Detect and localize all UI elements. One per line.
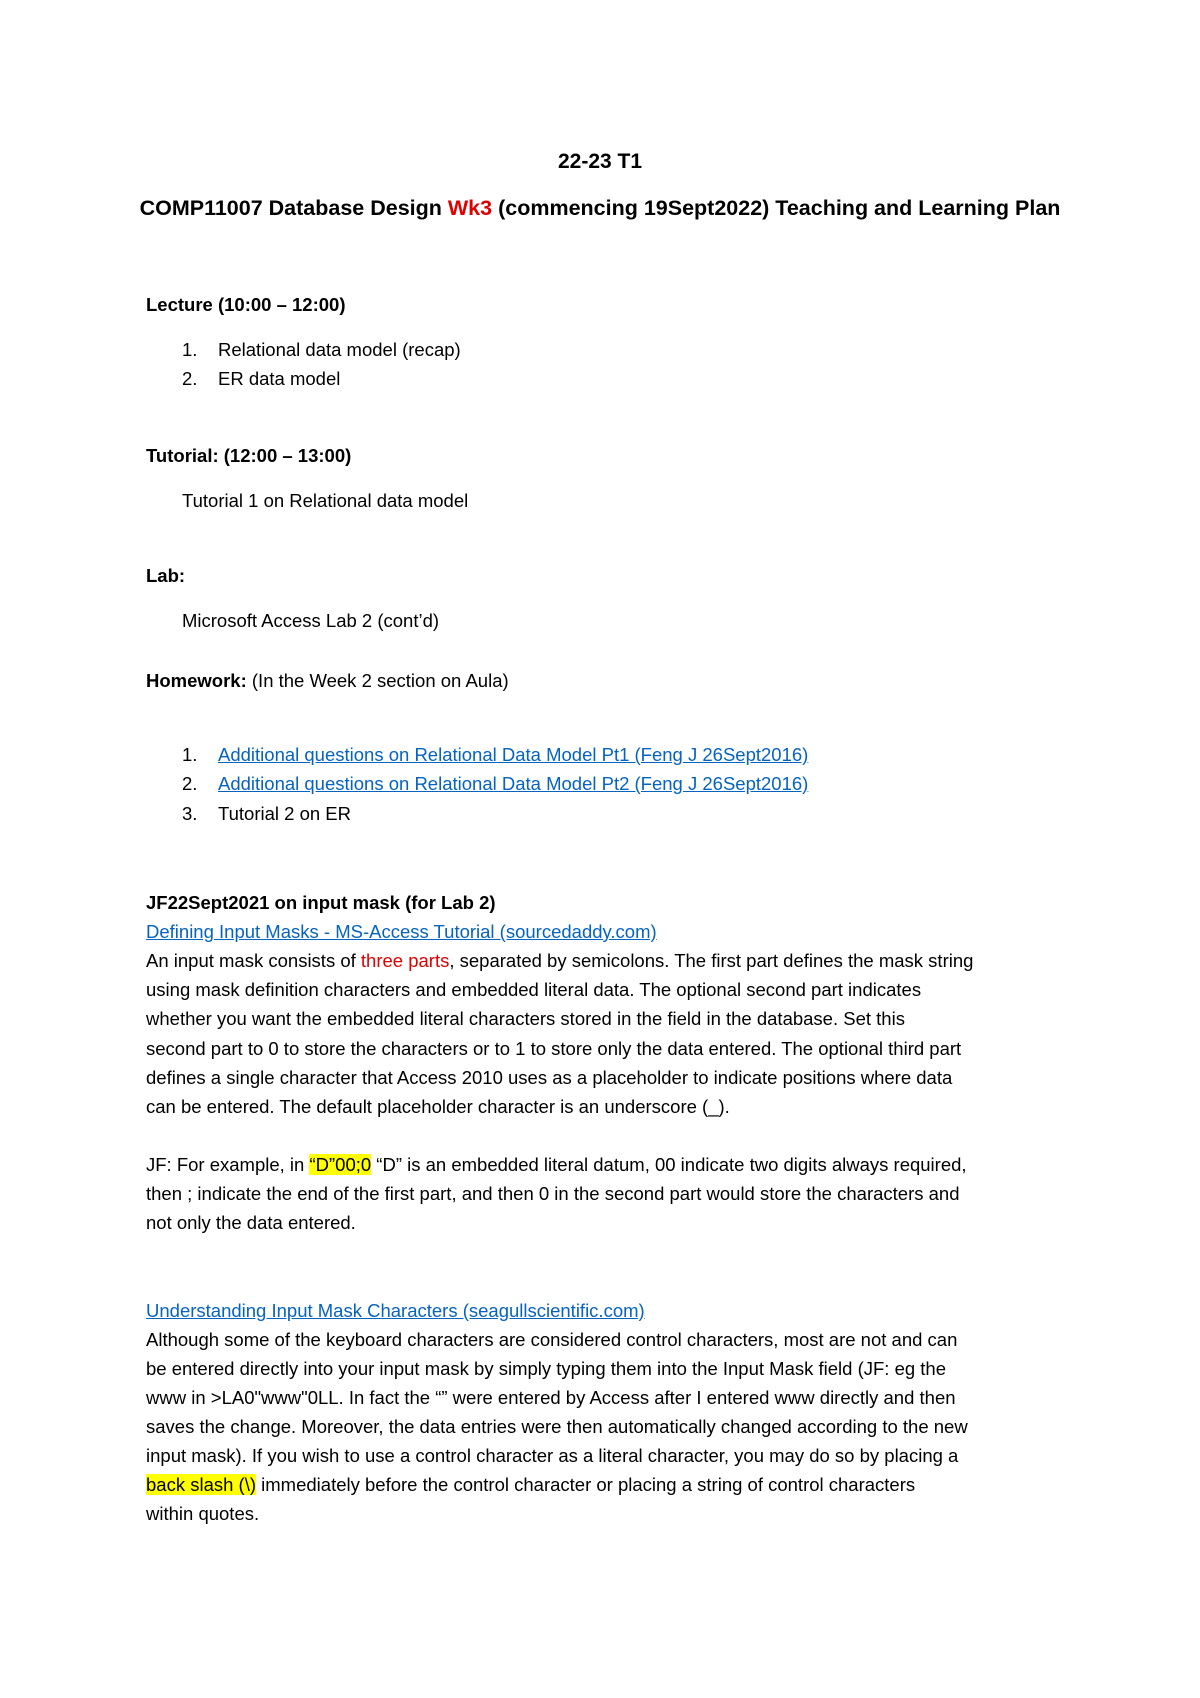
mask-p1-line-1 — [146, 950, 973, 972]
homework-item-2-number: 2. — [182, 773, 198, 794]
mask-p3-line-6 — [146, 1474, 915, 1496]
mask-p1-line-3: whether you want the embedded literal characters stored in the field in the database. Set this — [146, 1008, 905, 1029]
mask-p1-line-2: using mask definition characters and embedded literal data. The optional second part indicates — [146, 979, 922, 1000]
mask-p2-line-3: not only the data entered. — [146, 1212, 356, 1233]
homework-item-1-number: 1. — [182, 744, 198, 765]
page-title — [0, 196, 1200, 221]
mask-p1-line-4: second part to 0 to store the characters or to 1 to store only the data entered. The optional third part — [146, 1038, 962, 1059]
mask-p2-line-1 — [146, 1154, 967, 1176]
mask-p2-text-b: “D” is an embedded literal datum, 00 indicate two digits always required, — [371, 1154, 967, 1175]
mask-link-sourcedaddy[interactable]: Defining Input Masks - MS-Access Tutorial (sourcedaddy.com) — [146, 921, 657, 942]
mask-p3-text: immediately before the control character or placing a string of control characters — [256, 1474, 916, 1495]
mask-p2-highlight: “D”00;0 — [309, 1154, 372, 1175]
mask-p1-line-5: defines a single character that Access 2010 uses as a placeholder to indicate positions where data — [146, 1067, 953, 1088]
lecture-item-1: Relational data model (recap) — [218, 339, 461, 360]
mask-p3-highlight: back slash (\) — [146, 1474, 257, 1495]
mask-p3-line-7: within quotes. — [146, 1503, 260, 1524]
tutorial-heading: Tutorial: (12:00 – 13:00) — [146, 445, 352, 466]
mask-p1-text-b: , separated by semicolons. The first part defines the mask string — [449, 950, 974, 971]
lecture-item-1-number: 1. — [182, 339, 198, 360]
mask-p3-line-5: input mask). If you wish to use a control character as a literal character, you may do so by placing a — [146, 1445, 959, 1466]
lecture-heading: Lecture (10:00 – 12:00) — [146, 294, 346, 315]
title-suffix: (commencing 19Sept2022) Teaching and Learning Plan — [492, 196, 1061, 220]
term-heading: 22-23 T1 — [557, 150, 643, 173]
lab-heading: Lab: — [146, 565, 186, 586]
lecture-item-2: ER data model — [218, 368, 341, 389]
title-prefix: COMP11007 Database Design — [139, 196, 448, 220]
mask-p3-line-4: saves the change. Moreover, the data entries were then automatically changed according to the new — [146, 1416, 968, 1437]
homework-heading: Homework: — [146, 670, 247, 691]
homework-link-1[interactable]: Additional questions on Relational Data Model Pt1 (Feng J 26Sept2016) — [218, 744, 809, 765]
mask-p3-line-1: Although some of the keyboard characters are considered control characters, most are not and can — [146, 1329, 958, 1350]
title-week: Wk3 — [447, 196, 493, 220]
lab-text: Microsoft Access Lab 2 (cont’d) — [182, 610, 440, 631]
homework-item-3-number: 3. — [182, 803, 198, 824]
mask-p1-line-6: can be entered. The default placeholder character is an underscore (_). — [146, 1096, 730, 1117]
homework-item-3: Tutorial 2 on ER — [218, 803, 351, 824]
homework-note: (In the Week 2 section on Aula) — [246, 670, 509, 691]
mask-p2-text-a: JF: For example, in — [146, 1154, 310, 1175]
mask-link-seagull[interactable]: Understanding Input Mask Characters (seagullscientific.com) — [146, 1300, 645, 1321]
homework-heading-line — [146, 670, 509, 692]
lecture-item-2-number: 2. — [182, 368, 198, 389]
mask-p1-highlight-red: three parts — [360, 950, 450, 971]
homework-link-2[interactable]: Additional questions on Relational Data Model Pt2 (Feng J 26Sept2016) — [218, 773, 809, 794]
mask-heading: JF22Sept2021 on input mask (for Lab 2) — [146, 892, 496, 913]
tutorial-text: Tutorial 1 on Relational data model — [182, 490, 469, 511]
mask-p3-line-2: be entered directly into your input mask by simply typing them into the Input Mask field (JF: eg the — [146, 1358, 946, 1379]
mask-p3-line-3: www in >LA0"www"0LL. In fact the “” were entered by Access after I entered www directly and then — [146, 1387, 956, 1408]
mask-p2-line-2: then ; indicate the end of the first part, and then 0 in the second part would store the characters and — [146, 1183, 960, 1204]
mask-p1-text-a: An input mask consists of — [146, 950, 361, 971]
